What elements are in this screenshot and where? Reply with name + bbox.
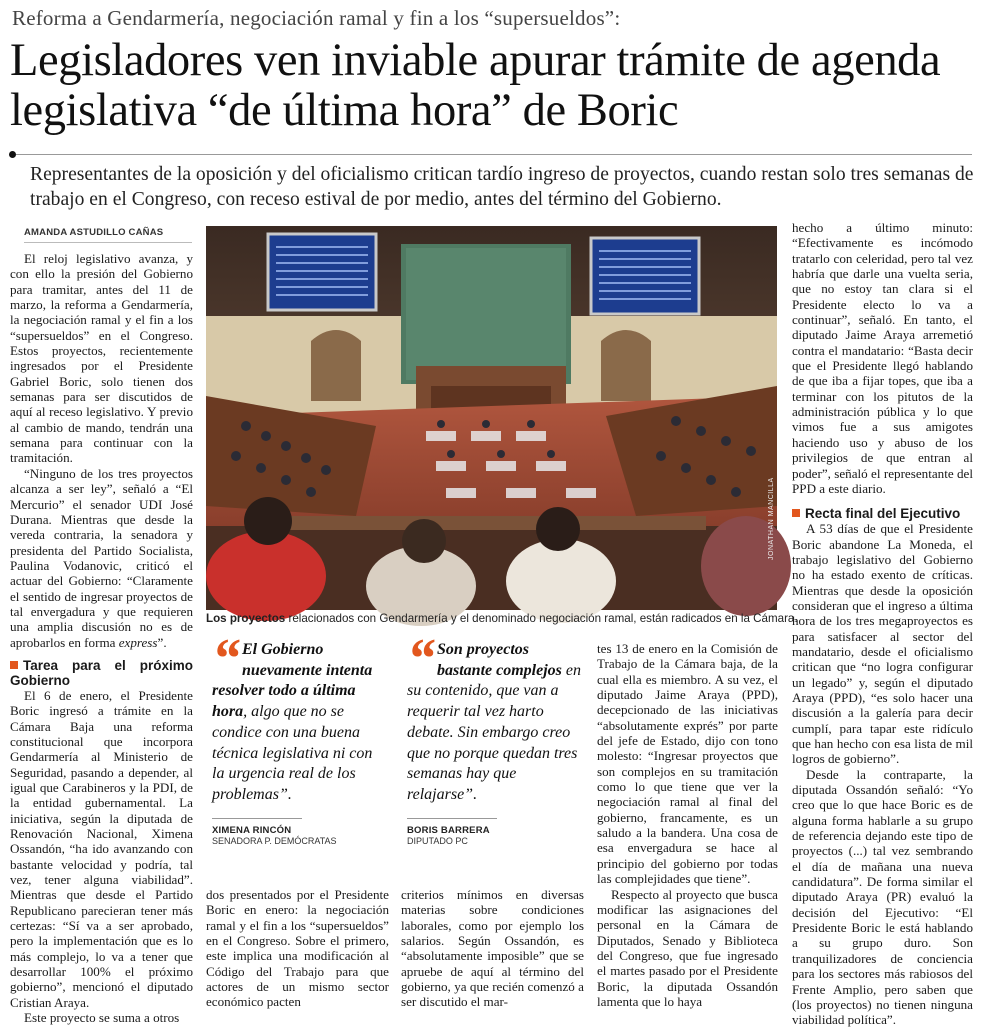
- paragraph: criterios mínimos en diversas materias sobre condiciones laborales, como por ejemplo los salarios. Según Ossandón, es “absolutamente imposible” que se apruebe de aquí al término del gobierno, ya que recién comenzó a ser discutido el mar-: [401, 887, 584, 1010]
- column-1: [10, 251, 193, 1026]
- paragraph: Desde la contraparte, la diputada Ossandón señaló: “Yo creo que lo que hace Boric es de alguna forma hablarle a su grupo de referencia dejando este tipo de proyectos (...) tal vez sembrando el día de mañana una nueva candidatura”. De forma similar el diputado Araya (PR) evaluó la decisión del Ejecutivo: “El Presidente Boric le está hablando a su grupo duro. Son tranquilizadores de conciencia para los sectores más rabiosos del Frente Amplio, pero saben que (los proyectos) no tienen ninguna viabilidad política”.: [792, 766, 973, 1028]
- paragraph: El reloj legislativo avanza, y con ello la presión del Gobierno para tramitar, antes del 11 de marzo, la reforma a Gendarmería, la negociación ramal y el fin a los “supersueldos” en el Congreso. Estos proyectos, recientemente ingresados por el Presidente Gabriel Boric, solo tienen dos semanas para ser discutidos de aquí al receso legislativo. Y previo al cambio de mando, tendrán una semana para continuar con la tramitación.: [10, 251, 193, 466]
- paragraph: hecho a último minuto: “Efectivamente es incómodo tratarlo con celeridad, pero tal vez habría que darle una vuelta seria, que no estoy tan clara si el Presidente electo lo va a continuar”, señaló. En tanto, el diputado Jaime Araya arremetió contra el mandatario: “Basta decir que el Presidente llegó hablando de que iba a fijar topes, que iba a terminar con los pitutos de la administración pública y lo que vimos fue a sus amigotes haciendo uso y abuso de los privilegios de que entran al poder”, señaló el representante del PPD a este diario.: [792, 220, 973, 496]
- bullet-dot: [9, 151, 16, 158]
- quote-divider: [407, 818, 497, 819]
- column-2: [206, 887, 389, 1010]
- photo-credit: JONATHAN MANCILLA: [768, 477, 775, 560]
- section-heading: Recta final del Ejecutivo: [792, 506, 973, 521]
- quote-author-role: DIPUTADO PC: [407, 835, 468, 846]
- quote-text: “ El Gobierno nuevamente intenta resolver todo a última hora, algo que no se condice con una buena técnica legislativa ni con la urgencia real de los problemas”.: [212, 628, 373, 803]
- section-heading: Tarea para el próximo Gobierno: [10, 657, 193, 688]
- column-5: [792, 220, 973, 1028]
- kicker: Reforma a Gendarmería, negociación ramal y fin a los “supersueldos”:: [12, 6, 621, 30]
- quote-author: BORIS BARRERA: [407, 824, 490, 836]
- quote-author: XIMENA RINCÓN: [212, 824, 292, 836]
- pull-quote-1: [212, 628, 384, 847]
- paragraph: dos presentados por el Presidente Boric en enero: la negociación ramal y el fin a los “supersueldos” en el Congreso. Sobre el primero, este implica una modificación al Código del Trabajo para que actores de un mismo sector económico pacten: [206, 887, 389, 1010]
- square-bullet-icon: [792, 509, 800, 517]
- byline: AMANDA ASTUDILLO CAÑAS: [24, 227, 164, 238]
- subheadline: Representantes de la oposición y del oficialismo critican tardío ingreso de proyectos, cuando restan solo tres semanas de trabajo en el Congreso, con receso estival de por medio, antes del término del Gobierno.: [30, 164, 974, 210]
- headline: Legisladores ven inviable apurar trámite de agenda legislativa “de última hora” de Boric: [10, 35, 941, 136]
- column-4: [597, 641, 778, 1009]
- photo-illustration: [206, 226, 777, 610]
- photo-caption: Los proyectos relacionados con Gendarmería y el denominado negociación ramal, están radicados en la Cámara.: [206, 612, 798, 625]
- paragraph: tes 13 de enero en la Comisión de Trabajo de la Cámara baja, de la cual ella es miembro. A su vez, el diputado Jaime Araya (PPD), decepcionado de las iniciativas “absolutamente exprés” por parte del jefe de Estado, dijo con tono molesto: “Ingresar proyectos que son complejos en su tramitación como lo que tiene que ver la negociación ramal al final del gobierno, francamente, es un saludo a la bandera. Una cosa de esa envergadura se hace al principio del gobierno por todas las complejidades que tiene”.: [597, 641, 778, 887]
- paragraph: El 6 de enero, el Presidente Boric ingresó a trámite en la Cámara Baja una reforma constitucional que incorpora Gendarmería al Ministerio de Seguridad, pasando a depender, al igual que Carabineros y la PDI, de la entidad gubernamental. La iniciativa, según la diputada de Renovación Nacional, Ximena Ossandón, “ha ido avanzando con bastante velocidad y podría, tal vez, tener alguna viabilidad”. Mientras que desde el Partido Republicano parecieran tener más certezas: “Sí va a ser aprobado, pero la implementación que es lo más complejo, lo va a tener que desarrollar 100% el próximo gobierno”, mencionó el diputado Cristian Araya.: [10, 687, 193, 1010]
- column-3: [401, 887, 584, 1010]
- quote-author-role: SENADORA P. DEMÓCRATAS: [212, 835, 337, 846]
- quote-mark-icon: “: [407, 628, 429, 690]
- divider: [16, 154, 972, 155]
- paragraph: Este proyecto se suma a otros: [24, 1010, 180, 1026]
- paragraph: A 53 días de que el Presidente Boric abandone La Moneda, el trabajo legislativo del Gobierno no ha estado exento de críticas. Mientras que desde la oposición consideran que el ingreso a última hora de los tres megaproyectos es para satisfacer al sector del mandatario, desde el oficialismo critican que “no logra configurar un legado” y, según el diputado Araya (PPD), “es solo hacer una discusión a la galería para decir cumplí, para tapar este ridículo que han hecho con esa lista de mil logros de gobierno”.: [792, 521, 973, 767]
- pull-quote-2: [407, 628, 583, 847]
- byline-divider: [24, 242, 192, 243]
- paragraph: “Ninguno de los tres proyectos alcanza a ser ley”, señaló a “El Mercurio” el senador UDI José Durana. Mientras que desde la vereda contraria, la senadora y presidenta del Partido Socialista, Paulina Vodanovic, criticó el actuar del Gobierno: “Claramente el sentido de ingresar proyectos de tal envergadura y que requieren una amplia discusión no es de aprobarlos en forma express”.: [10, 465, 193, 650]
- chamber-photo: [206, 226, 777, 610]
- quote-divider: [212, 818, 302, 819]
- square-bullet-icon: [10, 661, 18, 669]
- paragraph: Respecto al proyecto que busca modificar las asignaciones del personal en la Cámara de Diputados, Senado y Biblioteca del Congreso, que fue ingresado el martes pasado por el Presidente Boric, la diputada Ossandón lamenta que lo haya: [597, 886, 778, 1009]
- quote-mark-icon: “: [212, 628, 234, 690]
- quote-text: “ Son proyectos bastante complejos en su contenido, que van a requerir tal vez harto debate. Sin embargo creo que no porque quedan tres semanas hay que relajarse”.: [407, 628, 581, 803]
